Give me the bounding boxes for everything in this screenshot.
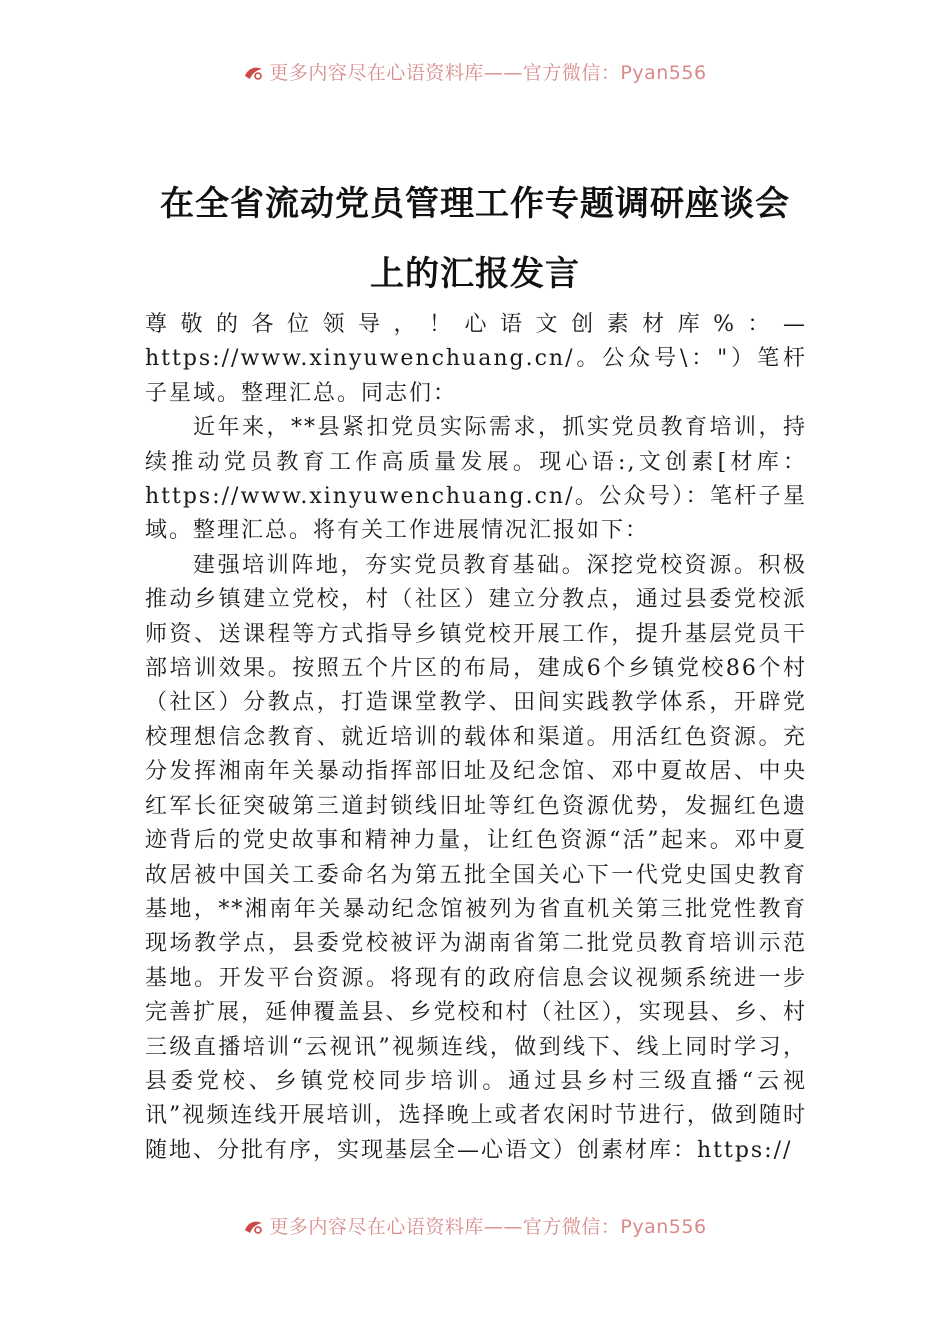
- brand-logo-icon: [243, 64, 265, 82]
- watermark-header: [0, 58, 950, 84]
- paragraph-intro: 近年来，**县紧扣党员实际需求，抓实党员教育培训，持续推动党员教育工作高质量发展。现心语:,文创素[材库：https://www.xinyuwenchuang.cn/。公众号）：笔杆子星域。整理汇总。将有关工作进展情况汇报如下：: [145, 415, 807, 544]
- watermark-footer: [0, 1212, 950, 1238]
- watermark-text: 更多内容尽在心语资料库——官方微信：Pyan556: [269, 62, 707, 84]
- paragraph-salutation: 尊敬的各位领导，！心语文创素材库%：—https://www.xinyuwenchuang.cn/。公众号\："）笔杆子星域。整理汇总。同志们：: [145, 312, 807, 406]
- page-title-line-2: 上的汇报发言: [370, 254, 580, 294]
- watermark-text: 更多内容尽在心语资料库——官方微信：Pyan556: [269, 1216, 707, 1238]
- document-body: [145, 308, 807, 1208]
- brand-logo-icon: [243, 1218, 265, 1236]
- page-title-line-1: 在全省流动党员管理工作专题调研座谈会: [160, 184, 790, 224]
- paragraph-section-1: 建强培训阵地，夯实党员教育基础。深挖党校资源。积极推动乡镇建立党校，村（社区）建立分教点，通过县委党校派师资、送课程等方式指导乡镇党校开展工作，提升基层党员干部培训效果。按照五个片区的布局，建成6个乡镇党校86个村（社区）分教点，打造课堂教学、田间实践教学体系，开辟党校理想信念教育、就近培训的载体和渠道。用活红色资源。充分发挥湘南年关暴动指挥部旧址及纪念馆、邓中夏故居、中央红军长征突破第三道封锁线旧址等红色资源优势，发掘红色遗迹背后的党史故事和精神力量，让红色资源“活”起来。邓中夏故居被中国关工委命名为第五批全国关心下一代党史国史教育基地，**湘南年关暴动纪念馆被列为省直机关第三批党性教育现场教学点，县委党校被评为湖南省第二批党员教育培训示范基地。开发平台资源。将现有的政府信息会议视频系统进一步完善扩展，延伸覆盖县、乡党校和村（社区），实现县、乡、村三级直播培训“云视讯”视频连线，做到线下、线上同时学习，县委党校、乡镇党校同步培训。通过县乡村三级直播“云视讯”视频连线开展培训，选择晚上或者农闲时节进行，做到随时随地、分批有序，实现基层全—心语文）创素材库：https://: [145, 552, 807, 1163]
